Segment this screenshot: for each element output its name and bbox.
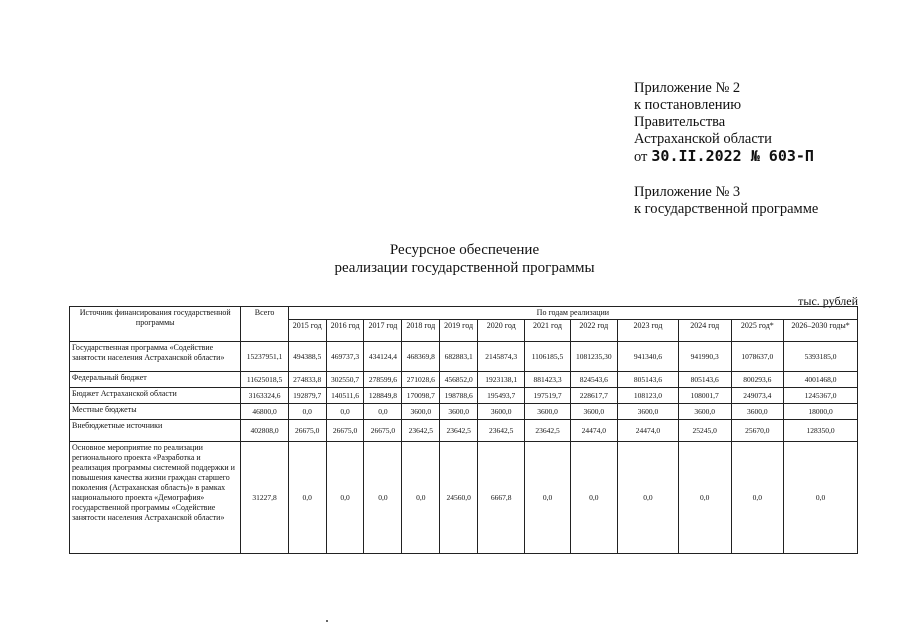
row-value: 228617,7 [570, 388, 617, 404]
row-value: 941340,6 [617, 342, 678, 372]
resource-table [69, 306, 858, 554]
row-value: 18000,0 [784, 404, 858, 420]
row-label: Внебюджетные источники [70, 420, 241, 442]
header-total: Всего [241, 307, 288, 342]
header-year: 2024 год [678, 320, 731, 342]
row-value: 456852,0 [440, 372, 478, 388]
row-value: 3600,0 [570, 404, 617, 420]
row-value: 0,0 [570, 442, 617, 554]
row-value: 1106185,5 [525, 342, 570, 372]
row-value: 3600,0 [478, 404, 525, 420]
appendix-line-3: Правительства [634, 114, 726, 130]
row-total: 31227,8 [241, 442, 288, 554]
appendix-line-2: к постановлению [634, 97, 742, 113]
row-value: 25670,0 [731, 420, 784, 442]
row-value: 805143,6 [617, 372, 678, 388]
row-value: 469737,3 [326, 342, 364, 372]
header-year: 2018 год [402, 320, 440, 342]
table-row [70, 442, 858, 554]
header-year: 2020 год [478, 320, 525, 342]
row-value: 3600,0 [617, 404, 678, 420]
header-year: 2021 год [525, 320, 570, 342]
row-value: 3600,0 [731, 404, 784, 420]
row-value: 271028,6 [402, 372, 440, 388]
header-year: 2022 год [570, 320, 617, 342]
appendix-header [634, 80, 814, 166]
row-value: 302550,7 [326, 372, 364, 388]
row-value: 108001,7 [678, 388, 731, 404]
row-label: Основное мероприятие по реализации регионального проекта «Разработка и реализация программы системной поддержки и повышения качества жизни граждан старшего поколения (Астраханская область)» в рамках национального проекта «Демография» государственной программы «Содействие занятости населения Астраханской области» [70, 442, 241, 554]
row-value: 3600,0 [525, 404, 570, 420]
appendix-line-1: Приложение № 2 [634, 80, 741, 96]
row-value: 434124,4 [364, 342, 402, 372]
row-value: 0,0 [326, 404, 364, 420]
row-value: 197519,7 [525, 388, 570, 404]
row-total: 11625018,5 [241, 372, 288, 388]
appendix-program-header [634, 184, 818, 218]
row-value: 26675,0 [326, 420, 364, 442]
row-total: 15237951,1 [241, 342, 288, 372]
row-value: 468369,8 [402, 342, 440, 372]
row-value: 0,0 [288, 442, 326, 554]
row-value: 128849,8 [364, 388, 402, 404]
row-value: 0,0 [784, 442, 858, 554]
row-value: 192879,7 [288, 388, 326, 404]
appendix2-line-1: Приложение № 3 [634, 184, 741, 200]
row-value: 278599,6 [364, 372, 402, 388]
appendix-line-4: Астраханской области [634, 131, 772, 147]
header-year: 2019 год [440, 320, 478, 342]
appendix2-line-2: к государственной программе [634, 201, 819, 217]
row-label: Местные бюджеты [70, 404, 241, 420]
date-prefix: от [634, 149, 648, 165]
row-value: 2145874,3 [478, 342, 525, 372]
table-row [70, 372, 858, 388]
row-value: 1078637,0 [731, 342, 784, 372]
table-row [70, 420, 858, 442]
header-year: 2026–2030 годы* [784, 320, 858, 342]
header-year: 2025 год* [731, 320, 784, 342]
row-total: 402808,0 [241, 420, 288, 442]
row-value: 108123,0 [617, 388, 678, 404]
row-value: 6667,8 [478, 442, 525, 554]
row-value: 24474,0 [617, 420, 678, 442]
row-value: 24474,0 [570, 420, 617, 442]
title-line-1: Ресурсное обеспечение [389, 242, 540, 258]
units-label: тыс. рублей [798, 294, 858, 308]
row-value: 0,0 [678, 442, 731, 554]
row-value: 26675,0 [288, 420, 326, 442]
row-label: Федеральный бюджет [70, 372, 241, 388]
row-value: 1923138,1 [478, 372, 525, 388]
row-value: 249073,4 [731, 388, 784, 404]
row-value: 0,0 [364, 404, 402, 420]
row-value: 682883,1 [440, 342, 478, 372]
header-year: 2023 год [617, 320, 678, 342]
row-value: 195493,7 [478, 388, 525, 404]
row-value: 5393185,0 [784, 342, 858, 372]
row-value: 23642,5 [525, 420, 570, 442]
row-value: 198788,6 [440, 388, 478, 404]
row-value: 1245367,0 [784, 388, 858, 404]
row-value: 800293,6 [731, 372, 784, 388]
row-value: 26675,0 [364, 420, 402, 442]
header-year: 2017 год [364, 320, 402, 342]
row-total: 3163324,6 [241, 388, 288, 404]
table-row [70, 342, 858, 372]
header-year: 2016 год [326, 320, 364, 342]
row-value: 4001468,0 [784, 372, 858, 388]
title-line-2: реализации государственной программы [334, 260, 595, 276]
row-value: 0,0 [402, 442, 440, 554]
handwritten-date-number: 30.II.2022 № 603-П [651, 147, 814, 165]
row-value: 0,0 [364, 442, 402, 554]
row-value: 3600,0 [440, 404, 478, 420]
row-value: 140511,6 [326, 388, 364, 404]
row-value: 881423,3 [525, 372, 570, 388]
table-row [70, 404, 858, 420]
row-total: 46800,0 [241, 404, 288, 420]
row-value: 25245,0 [678, 420, 731, 442]
row-value: 170098,7 [402, 388, 440, 404]
row-value: 941990,3 [678, 342, 731, 372]
header-source: Источник финансирования государственной программы [70, 307, 241, 342]
row-value: 23642,5 [478, 420, 525, 442]
row-value: 494388,5 [288, 342, 326, 372]
header-year: 2015 год [288, 320, 326, 342]
row-value: 824543,6 [570, 372, 617, 388]
scan-speck [326, 620, 328, 622]
row-value: 274833,8 [288, 372, 326, 388]
row-value: 3600,0 [402, 404, 440, 420]
row-value: 23642,5 [440, 420, 478, 442]
row-label: Государственная программа «Содействие занятости населения Астраханской области» [70, 342, 241, 372]
row-label: Бюджет Астраханской области [70, 388, 241, 404]
row-value: 3600,0 [678, 404, 731, 420]
row-value: 805143,6 [678, 372, 731, 388]
row-value: 0,0 [617, 442, 678, 554]
row-value: 0,0 [525, 442, 570, 554]
row-value: 0,0 [731, 442, 784, 554]
row-value: 1081235,30 [570, 342, 617, 372]
row-value: 0,0 [288, 404, 326, 420]
row-value: 24560,0 [440, 442, 478, 554]
header-by-years: По годам реализации [288, 307, 857, 320]
row-value: 0,0 [326, 442, 364, 554]
document-title [0, 241, 905, 277]
appendix-date [634, 148, 814, 166]
row-value: 128350,0 [784, 420, 858, 442]
table-row [70, 388, 858, 404]
row-value: 23642,5 [402, 420, 440, 442]
